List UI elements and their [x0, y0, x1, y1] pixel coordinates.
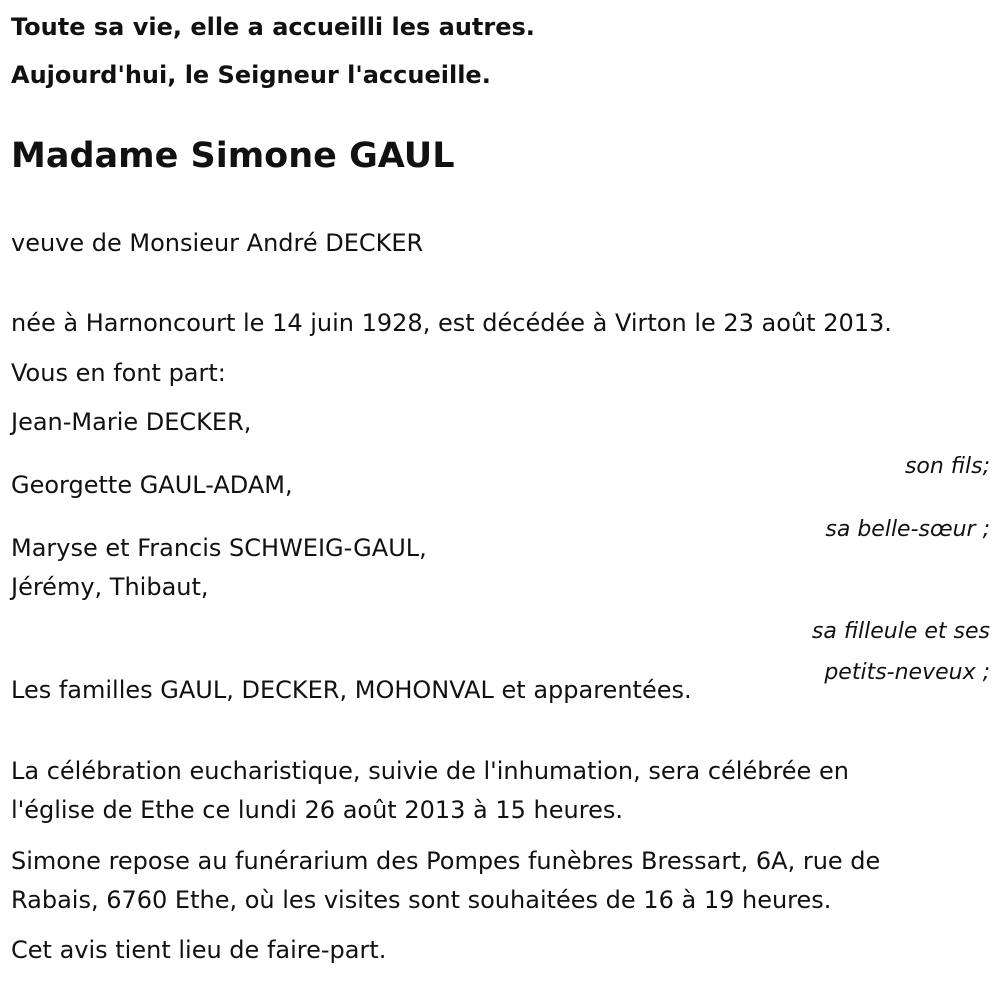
- mourner-relation: son fils;: [904, 454, 990, 479]
- spouse-line: veuve de Monsieur André DECKER: [11, 229, 424, 257]
- birth-death-line: née à Harnoncourt le 14 juin 1928, est décédée à Virton le 23 août 2013.: [11, 309, 892, 337]
- verse-line-1: Toute sa vie, elle a accueilli les autres.: [11, 13, 535, 41]
- announcement-intro: Vous en font part:: [11, 359, 226, 387]
- ceremony-line-2: l'église de Ethe ce lundi 26 août 2013 à 15 heures.: [11, 796, 623, 824]
- mourner-name: Maryse et Francis SCHWEIG-GAUL,: [11, 534, 427, 562]
- mourner-relation: sa filleule et ses: [811, 619, 990, 644]
- mourner-name: Georgette GAUL-ADAM,: [11, 471, 293, 499]
- families-line: Les familles GAUL, DECKER, MOHONVAL et apparentées.: [11, 676, 692, 704]
- closing-line: Cet avis tient lieu de faire-part.: [11, 936, 387, 964]
- visitation-line-1: Simone repose au funérarium des Pompes funèbres Bressart, 6A, rue de: [11, 847, 881, 875]
- verse-line-2: Aujourd'hui, le Seigneur l'accueille.: [11, 61, 491, 89]
- mourner-name-continued: Jérémy, Thibaut,: [11, 573, 209, 601]
- ceremony-line-1: La célébration eucharistique, suivie de l'inhumation, sera célébrée en: [11, 757, 849, 785]
- mourner-name: Jean-Marie DECKER,: [11, 408, 252, 436]
- mourner-relation: sa belle-sœur ;: [825, 517, 990, 542]
- mourner-relation-continued: petits-neveux ;: [824, 660, 990, 685]
- deceased-name: Madame Simone GAUL: [11, 136, 455, 176]
- visitation-line-2: Rabais, 6760 Ethe, où les visites sont souhaitées de 16 à 19 heures.: [11, 886, 832, 914]
